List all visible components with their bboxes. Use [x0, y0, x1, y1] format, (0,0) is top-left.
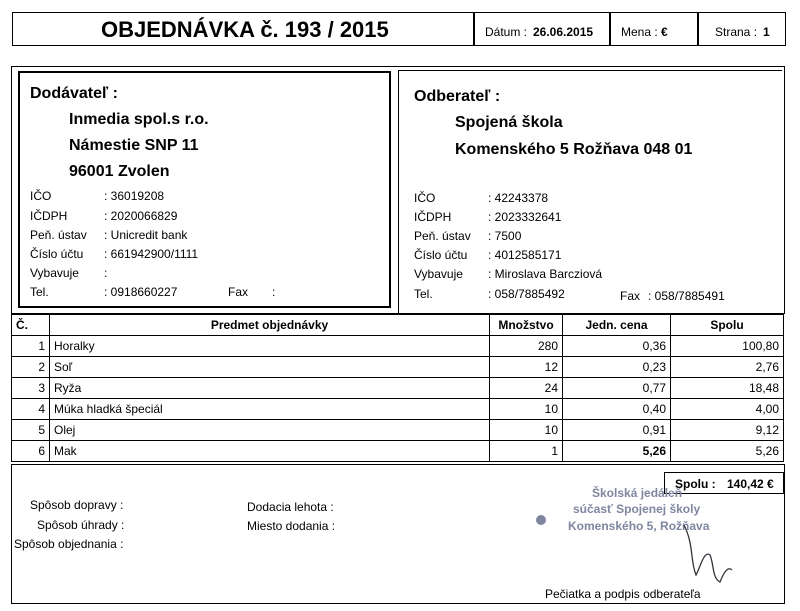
page-value: 1: [763, 25, 770, 39]
delivery-term-label: Dodacia lehota :: [247, 500, 334, 514]
column-header-qty: Množstvo: [490, 315, 563, 336]
title-box: [12, 12, 474, 46]
supplier-field-value: : 661942900/1111: [104, 247, 199, 261]
sum-value: 140,42 €: [727, 477, 774, 491]
table-row: [12, 357, 784, 378]
customer-field-value: : 4012585171: [488, 248, 562, 262]
row-price: 0,77: [563, 378, 671, 399]
document-title: OBJEDNÁVKA č. 193 / 2015: [101, 17, 389, 42]
sum-label: Spolu :: [675, 477, 716, 491]
row-item: Mak: [50, 441, 490, 462]
row-total: 4,00: [671, 399, 784, 420]
row-price: 0,40: [563, 399, 671, 420]
date-value: 26.06.2015: [533, 25, 594, 39]
row-qty: 10: [490, 420, 563, 441]
supplier-field-value: : 36019208: [104, 189, 165, 203]
row-item: Múka hladká špeciál: [50, 399, 490, 420]
row-number: 3: [12, 378, 50, 399]
row-total: 18,48: [671, 378, 784, 399]
supplier-field-value: : Unicredit bank: [104, 228, 188, 242]
customer-field-label: IČO: [414, 191, 436, 205]
row-qty: 24: [490, 378, 563, 399]
date-box: [474, 12, 610, 46]
row-qty: 1: [490, 441, 563, 462]
supplier-field-label: IČDPH: [30, 209, 68, 223]
row-item: Soľ: [50, 357, 490, 378]
date-label: Dátum :: [485, 25, 528, 39]
signature-label: Pečiatka a podpis odberateľa: [545, 587, 701, 601]
delivery-place-label: Miesto dodania :: [247, 519, 336, 533]
table-row: [12, 399, 784, 420]
payment-label: Spôsob úhrady :: [37, 518, 125, 532]
customer-field-value: : 42243378: [488, 191, 549, 205]
supplier-field-value: :: [104, 266, 108, 280]
stamp-emblem-icon: [536, 515, 546, 525]
supplier-field-label: Peň. ústav: [30, 228, 87, 242]
table-header-row: [12, 315, 784, 336]
customer-field-label: Tel.: [414, 287, 433, 301]
currency-value: €: [661, 25, 668, 39]
page-box: [698, 12, 786, 46]
row-item: Horalky: [50, 336, 490, 357]
table-row: [12, 441, 784, 462]
table-row: [12, 420, 784, 441]
supplier-field-label: Vybavuje: [30, 266, 79, 280]
customer-field-value: : 058/7885492: [488, 287, 565, 301]
customer-title: Odberateľ :: [414, 88, 501, 105]
row-price: 0,23: [563, 357, 671, 378]
customer-fax-label: Fax: [620, 289, 641, 303]
customer-fax-value: : 058/7885491: [648, 289, 725, 303]
customer-field-label: Číslo účtu: [414, 248, 468, 262]
row-price: 0,91: [563, 420, 671, 441]
signature-scribble: [676, 520, 736, 590]
supplier-fax-value: :: [272, 285, 276, 299]
currency-box: [610, 12, 698, 46]
row-qty: 12: [490, 357, 563, 378]
order-method-label: Spôsob objednania :: [14, 537, 124, 551]
supplier-field-label: Tel.: [30, 285, 49, 299]
row-number: 2: [12, 357, 50, 378]
row-number: 4: [12, 399, 50, 420]
row-number: 1: [12, 336, 50, 357]
column-header-no: Č.: [12, 315, 50, 336]
customer-address: Komenského 5 Rožňava 048 01: [455, 141, 693, 158]
row-total: 100,80: [671, 336, 784, 357]
items-table: [11, 314, 784, 462]
customer-name: Spojená škola: [455, 114, 563, 131]
column-header-price: Jedn. cena: [563, 315, 671, 336]
row-number: 5: [12, 420, 50, 441]
transport-label: Spôsob dopravy :: [30, 498, 124, 512]
stamp-line: Školská jedáleň: [592, 486, 683, 500]
stamp-line: Komenského 5, Rožňava: [568, 519, 710, 533]
row-price: 5,26: [563, 441, 671, 462]
row-number: 6: [12, 441, 50, 462]
table-row: [12, 378, 784, 399]
customer-field-label: IČDPH: [414, 210, 452, 224]
column-header-item: Predmet objednávky: [50, 315, 490, 336]
row-total: 5,26: [671, 441, 784, 462]
supplier-title: Dodávateľ :: [30, 85, 118, 102]
supplier-field-value: : 0918660227: [104, 285, 178, 299]
supplier-city: 96001 Zvolen: [69, 163, 170, 180]
supplier-field-label: Číslo účtu: [30, 247, 84, 261]
row-total: 2,76: [671, 357, 784, 378]
row-item: Ryža: [50, 378, 490, 399]
customer-field-value: : 7500: [488, 229, 522, 243]
supplier-fax-label: Fax: [228, 285, 249, 299]
supplier-street: Námestie SNP 11: [69, 137, 199, 154]
row-total: 9,12: [671, 420, 784, 441]
customer-field-value: : 2023332641: [488, 210, 562, 224]
row-qty: 280: [490, 336, 563, 357]
row-item: Olej: [50, 420, 490, 441]
supplier-box: [18, 71, 391, 308]
stamp-line: súčasť Spojenej školy: [573, 502, 701, 516]
customer-field-value: : Miroslava Barcziová: [488, 267, 603, 281]
page-label: Strana :: [715, 25, 758, 39]
customer-field-label: Vybavuje: [414, 267, 463, 281]
supplier-field-value: : 2020066829: [104, 209, 178, 223]
currency-label: Mena :: [621, 25, 658, 39]
row-price: 0,36: [563, 336, 671, 357]
customer-field-label: Peň. ústav: [414, 229, 471, 243]
supplier-field-label: IČO: [30, 189, 52, 203]
table-row: [12, 336, 784, 357]
supplier-name: Inmedia spol.s r.o.: [69, 111, 209, 128]
column-header-total: Spolu: [671, 315, 784, 336]
row-qty: 10: [490, 399, 563, 420]
